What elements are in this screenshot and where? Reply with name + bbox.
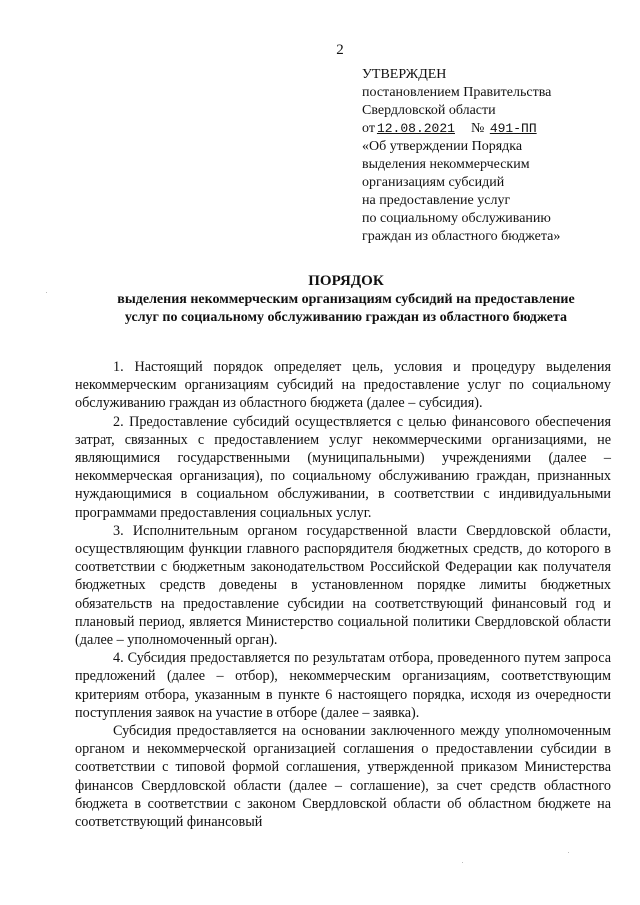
approved-region-line: Свердловской области [362,103,496,118]
decree-date-number-line [362,120,612,138]
approved-heading: УТВЕРЖДЕН [362,67,447,82]
paragraph-3: 3. Исполнительным органом государственной власти Свердловской области, осуществляющим функции главного распорядителя бюджетных средств, до которого в соответствии с бюджетным законодательством Российской Федерации как получателя бюджетных средств доведены в установленном порядке лимиты бюджетных обязательств на предоставление субсидии на соответствующий финансовый год и плановый период, является Министерство социальной политики Свердловской области (далее – уполномоченный орган). [75,522,611,649]
approved-by-line: постановлением Правительства [362,85,552,100]
decree-reference-line-2: выделения некоммерческим [362,157,530,172]
document-body [75,358,611,831]
scan-speck [462,862,463,863]
document-subtitle-line-1: выделения некоммерческим организациям субсидий на предоставление [117,292,575,307]
page-number: 2 [336,42,344,58]
decree-number-sign: № [470,121,485,136]
paragraph-4: 4. Субсидия предоставляется по результатам отбора, проведенного путем запроса предложений (далее – отбор), некоммерческим организациям, соответствующим критериям отбора, указанным в пункте 6 настоящего порядка, исходя из очередности поступления заявок на участие в отборе (далее – заявка). [75,650,611,721]
document-title: ПОРЯДОК [308,273,384,289]
decree-reference-line-4: на предоставление услуг [362,193,511,208]
decree-reference-line-5: по социальному обслуживанию [362,211,551,226]
document-subtitle-line-2: услуг по социальному обслуживанию граждан из областного бюджета [124,310,568,325]
decree-reference-line-1: «Об утверждении Порядка [362,139,523,154]
decree-date: 12.08.2021 [376,121,455,136]
scan-speck [568,852,569,853]
paragraph-1: 1. Настоящий порядок определяет цель, условия и процедуру выделения некоммерческим организациям субсидий на предоставление услуг по социальному обслуживанию граждан из областного бюджета (далее – субсидия). [75,359,611,412]
decree-from-label: от [362,121,375,136]
approval-stamp-block [362,66,612,246]
decree-number: 491-ПП [489,121,537,136]
paragraph-4-continuation: Субсидия предоставляется на основании заключенного между уполномоченным органом и некоммерческой организацией соглашения о предоставлении субсидии в соответствии с типовой формой соглашения, утвержденной приказом Министерства финансов Свердловской области (далее – соглашение), за счет средств областного бюджета в соответствии с законом Свердловской области об областном бюджете на соответствующий финансовый [75,723,611,831]
decree-reference-line-6: граждан из областного бюджета» [362,229,561,244]
decree-reference-line-3: организациям субсидий [362,175,505,190]
scan-speck [46,292,47,293]
paragraph-2: 2. Предоставление субсидий осуществляется с целью финансового обеспечения затрат, связанных с предоставлением услуг некоммерческими организациями, не являющимися государственными (муниципальными) учреждениями (далее – некоммерческая организация), по социальному обслуживанию граждан, признанных нуждающимися в социальном обслуживании, в соответствии с индивидуальными программами предоставления социальных услуг. [75,413,611,521]
document-subtitle [56,291,636,327]
